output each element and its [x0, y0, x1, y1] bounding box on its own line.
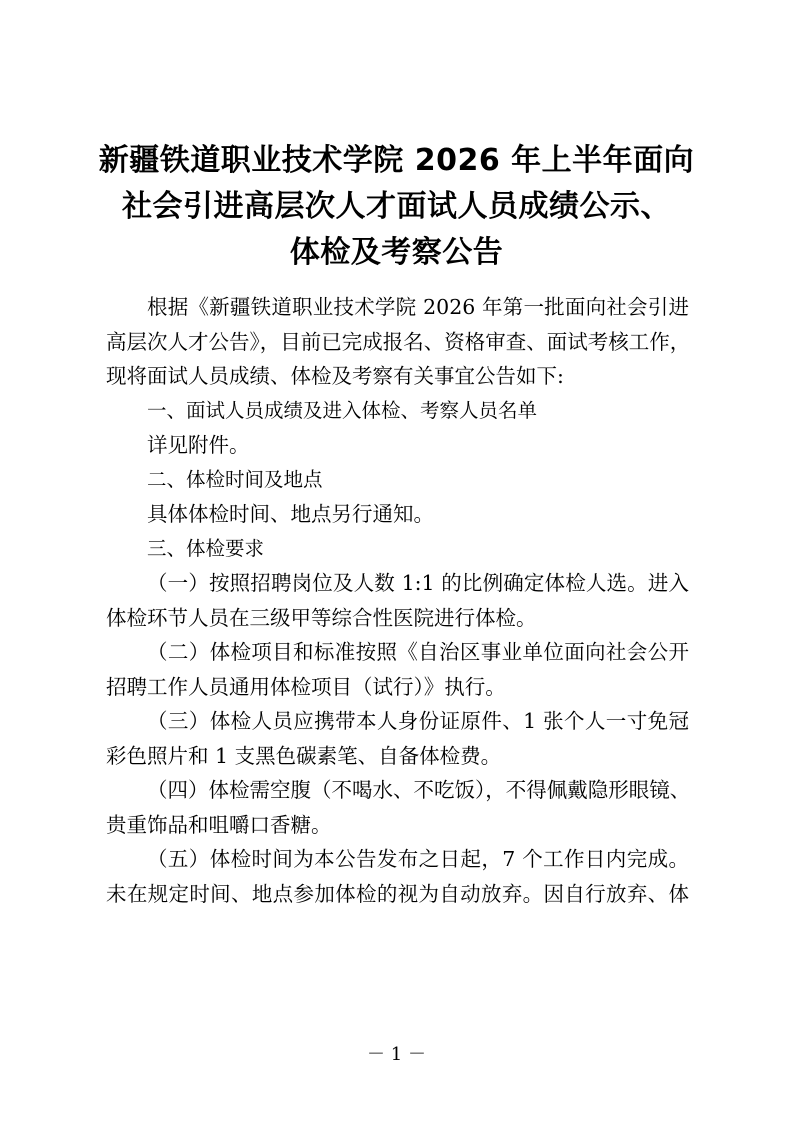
- item-5-line-2: 未在规定时间、地点参加体检的视为自动放弃。因自行放弃、体: [106, 881, 689, 906]
- item-1-line-2: 体检环节人员在三级甲等综合性医院进行体检。: [106, 605, 537, 630]
- title-line-3: 体检及考察公告: [289, 235, 504, 270]
- item-5-line-1: （五）体检时间为本公告发布之日起，7 个工作日内完成。: [147, 847, 689, 871]
- intro-line-1: 根据《新疆铁道职业技术学院 2026 年第一批面向社会引进: [147, 295, 689, 319]
- item-3-line-1: （三）体检人员应携带本人身份证原件、1 张个人一寸免冠: [147, 709, 689, 733]
- item-3-line-2: 彩色照片和 1 支黑色碳素笔、自备体检费。: [106, 743, 502, 768]
- item-4-line-1: （四）体检需空腹（不喝水、不吃饭），不得佩戴隐形眼镜、: [147, 778, 691, 802]
- intro-line-3: 现将面试人员成绩、体检及考察有关事宜公告如下:: [106, 364, 564, 388]
- section-1-heading: 一、面试人员成绩及进入体检、考察人员名单: [147, 398, 538, 422]
- item-2-line-1: （二）体检项目和标准按照《自治区事业单位面向社会公开: [147, 640, 689, 664]
- title-line-2: 社会引进高层次人才面试人员成绩公示、: [122, 189, 671, 224]
- item-1-line-1: （一）按照招聘岗位及人数 1:1 的比例确定体检人选。进入: [147, 571, 689, 595]
- document-title: [90, 138, 703, 276]
- section-2-heading: 二、体检时间及地点: [147, 467, 323, 491]
- document-body: [106, 290, 689, 911]
- intro-line-2: 高层次人才公告》，目前已完成报名、资格审查、面试考核工作，: [106, 329, 691, 354]
- item-4-line-2: 贵重饰品和咀嚼口香糖。: [106, 812, 332, 837]
- section-1-text: 详见附件。: [147, 433, 250, 457]
- title-line-1: 新疆铁道职业技术学院 2026 年上半年面向: [98, 143, 695, 178]
- item-2-line-2: 招聘工作人员通用体检项目（试行）》执行。: [106, 674, 506, 699]
- section-3-heading: 三、体检要求: [147, 536, 265, 560]
- section-2-text: 具体体检时间、地点另行通知。: [147, 502, 434, 526]
- page-number: － 1 －: [367, 1044, 426, 1065]
